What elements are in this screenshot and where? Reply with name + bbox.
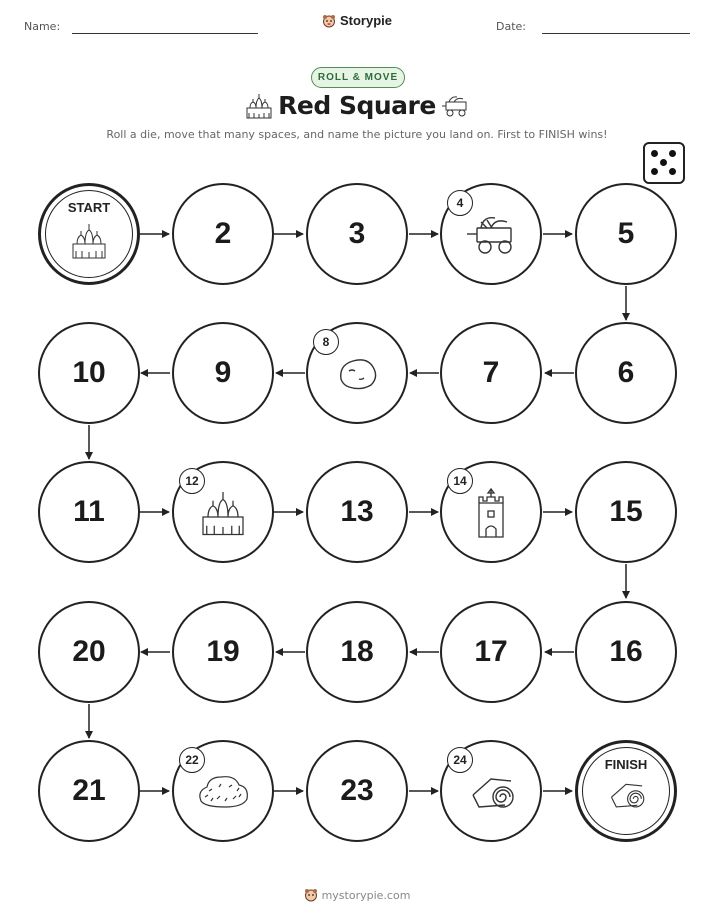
cathedral-icon [198,486,248,538]
board-space[interactable]: 6 [575,322,677,424]
board-space[interactable]: 18 [306,601,408,703]
board-space[interactable]: 9 [172,322,274,424]
board-space[interactable]: 20 [38,601,140,703]
stone-icon [333,353,381,393]
space-number-badge: 22 [179,747,205,773]
date-label: Date: [496,20,526,33]
board-space[interactable]: 19 [172,601,274,703]
board-space[interactable]: 17 [440,601,542,703]
board-space[interactable]: 3 [306,183,408,285]
space-number-badge: 12 [179,468,205,494]
instructions: Roll a die, move that many spaces, and name the picture you land on. First to FINISH wins! [106,128,608,141]
rug-icon [465,771,517,811]
start-space[interactable] [38,183,140,285]
board-space[interactable]: 7 [440,322,542,424]
cathedral-icon [69,220,109,260]
page-title: Red Square [278,91,436,120]
board-space[interactable]: 13 [306,461,408,563]
mascot-icon [304,888,318,902]
space-number-badge: 14 [447,468,473,494]
board-space[interactable]: 5 [575,183,677,285]
board-space[interactable]: 11 [38,461,140,563]
board-space[interactable]: 21 [38,740,140,842]
name-label: Name: [24,20,61,33]
start-label: START [67,200,111,215]
board-space[interactable]: 2 [172,183,274,285]
finish-space[interactable] [575,740,677,842]
game-type-badge: ROLL & MOVE [311,67,405,88]
board-space[interactable]: 10 [38,322,140,424]
space-number-badge: 24 [447,747,473,773]
board-space[interactable]: 16 [575,601,677,703]
board-space[interactable]: 23 [306,740,408,842]
board-space[interactable]: 15 [575,461,677,563]
fur-hat-icon [195,771,251,811]
space-number-badge: 4 [447,190,473,216]
footer-url[interactable]: mystorypie.com [321,888,411,902]
footer [0,888,714,902]
cart-icon [463,212,519,256]
brand-name: Storypie [339,13,392,28]
space-number-badge: 8 [313,329,339,355]
rug-icon [605,777,647,811]
tower-icon [474,485,508,539]
finish-label: FINISH [604,757,648,772]
